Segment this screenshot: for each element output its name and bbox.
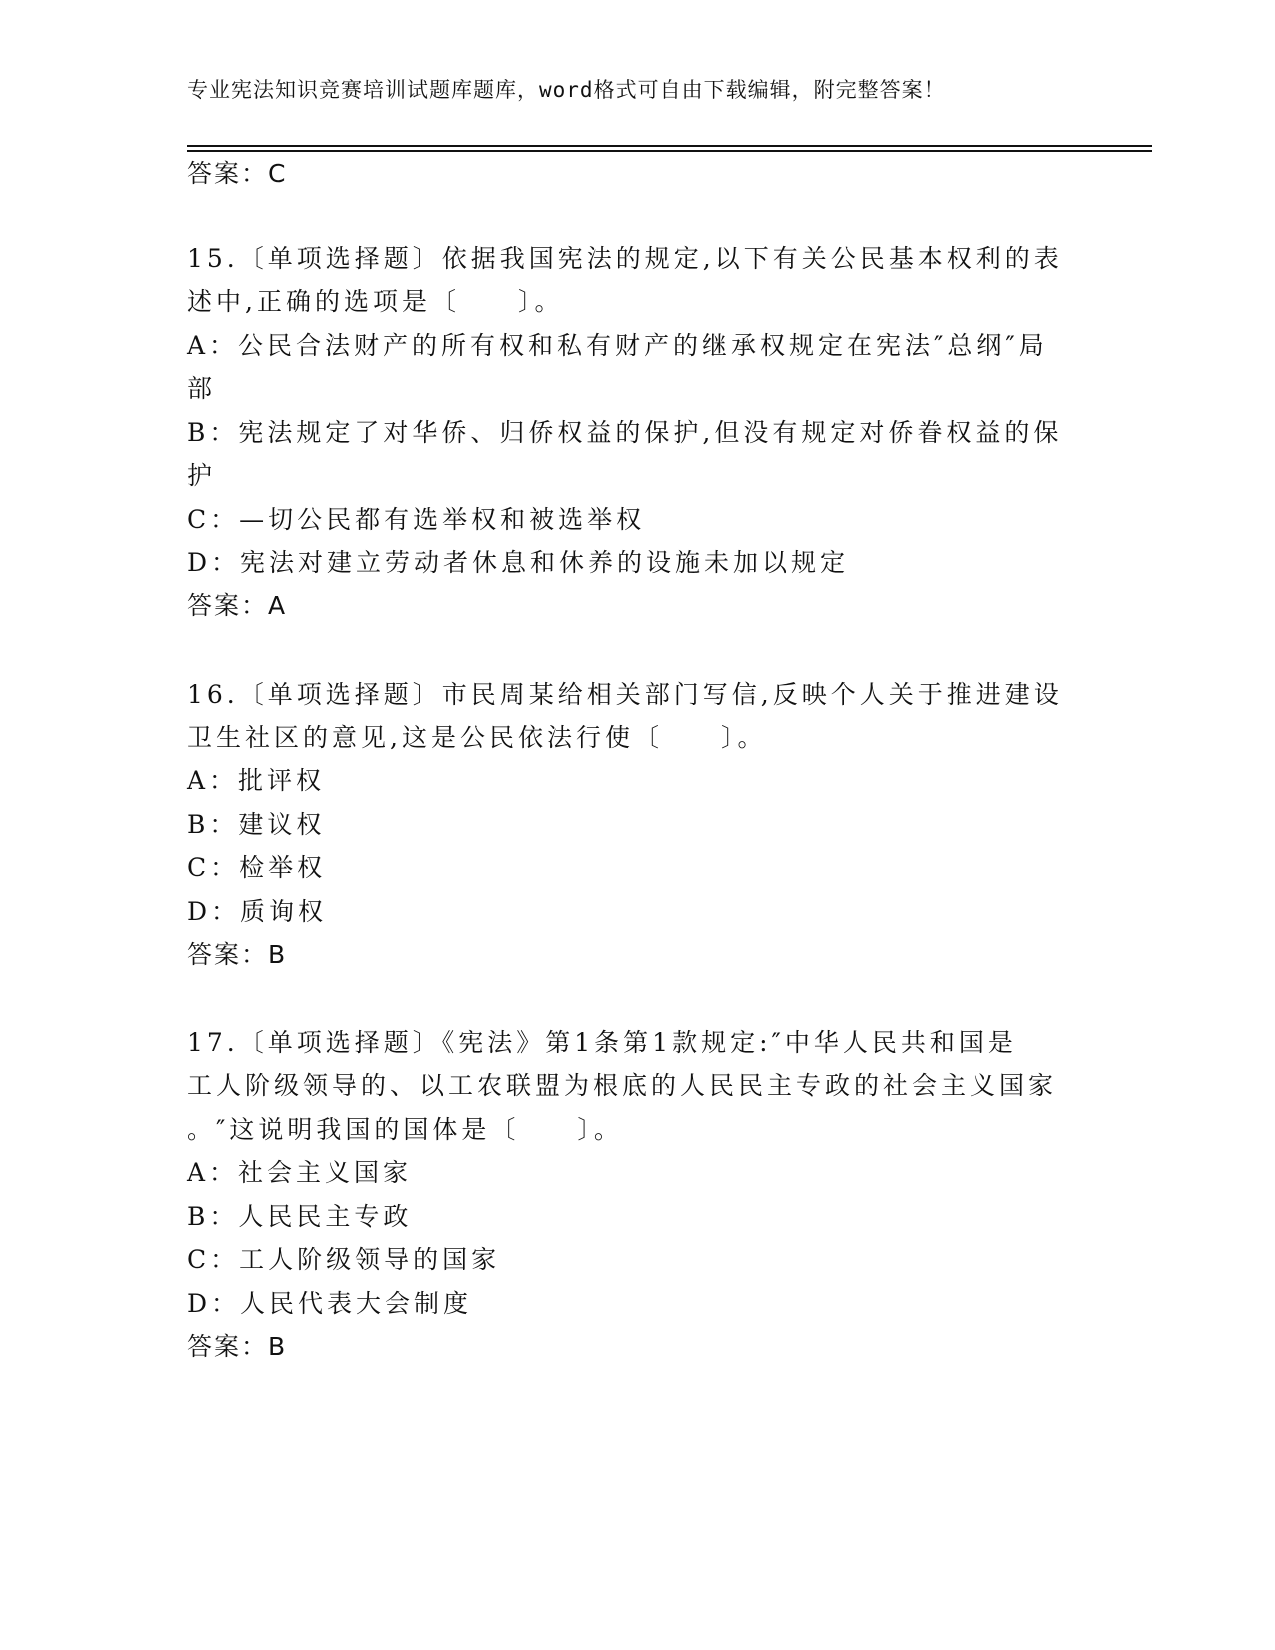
question-17-stem-line-2: 工人阶级领导的、以工农联盟为根底的人民民主专政的社会主义国家 (187, 1071, 1058, 1100)
question-17-stem-line-3: 。″这说明我国的国体是〔 〕。 (187, 1115, 623, 1144)
question-17-option-b: B：人民民主专政 (187, 1202, 413, 1231)
question-17-stem-line-1: 17.〔单项选择题〕《宪法》第1条第1款规定:″中华人民共和国是 (187, 1028, 1017, 1057)
question-15-option-b-cont: 护 (187, 461, 217, 490)
question-17-answer: 答案：B (187, 1332, 288, 1361)
question-15-option-c: C：—切公民都有选举权和被选举权 (187, 505, 646, 534)
header-rule-bottom (187, 150, 1152, 152)
question-16-option-c: C：检举权 (187, 853, 327, 882)
previous-answer: 答案：C (187, 159, 288, 188)
question-15-stem-line-2: 述中,正确的选项是〔 〕。 (187, 287, 564, 316)
question-15-option-a-cont: 部 (187, 374, 217, 403)
question-17-option-c: C：工人阶级领导的国家 (187, 1245, 501, 1274)
question-17-option-d: D：人民代表大会制度 (187, 1289, 473, 1318)
question-16-stem-line-1: 16.〔单项选择题〕市民周某给相关部门写信,反映个人关于推进建设 (187, 680, 1063, 709)
page-header: 专业宪法知识竞赛培训试题库题库，word格式可自由下载编辑，附完整答案！ (187, 78, 946, 102)
question-16-option-d: D：质询权 (187, 897, 328, 926)
question-16-option-b: B：建议权 (187, 810, 326, 839)
question-15-stem-line-1: 15.〔单项选择题〕依据我国宪法的规定,以下有关公民基本权利的表 (187, 244, 1063, 273)
question-16-stem-line-2: 卫生社区的意见,这是公民依法行使〔 〕。 (187, 723, 767, 752)
question-15-option-d: D：宪法对建立劳动者休息和休养的设施未加以规定 (187, 548, 850, 577)
question-15-option-b: B：宪法规定了对华侨、归侨权益的保护,但没有规定对侨眷权益的保 (187, 418, 1063, 447)
question-17-option-a: A：社会主义国家 (187, 1158, 413, 1187)
question-15-answer: 答案：A (187, 591, 288, 620)
question-16-answer: 答案：B (187, 940, 288, 969)
question-16-option-a: A：批评权 (187, 766, 326, 795)
header-rule-top (187, 145, 1152, 147)
question-15-option-a: A：公民合法财产的所有权和私有财产的继承权规定在宪法″总纲″局 (187, 331, 1048, 360)
